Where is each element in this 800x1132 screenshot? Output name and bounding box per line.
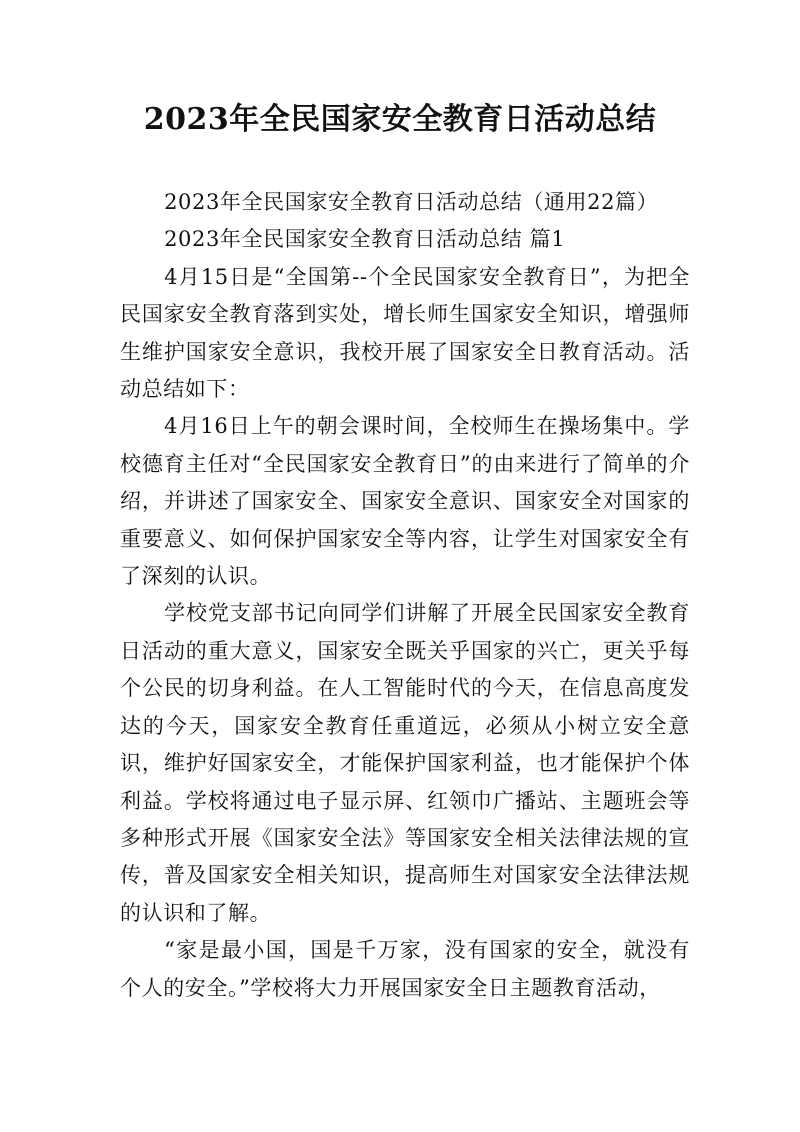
body-paragraph: 学校党支部书记向同学们讲解了开展全民国家安全教育日活动的重大意义，国家安全既关乎国家的兴亡，更关乎每个公民的切身利益。在人工智能时代的今天，在信息高度发达的今天，国家安全教育任重道远，必须从小树立安全意识，维护好国家安全，才能保护国家利益，也才能保护个体利益。学校将通过电子显示屏、红领巾广播站、主题班会等多种形式开展《国家安全法》等国家安全相关法律法规的宣传，普及国家安全相关知识，提高师生对国家安全法律法规的认识和了解。 bbox=[120, 601, 690, 925]
section-heading: 2023年全民国家安全教育日活动总结 篇1 bbox=[164, 227, 566, 252]
body-paragraph: 4月16日上午的朝会课时间，全校师生在操场集中。学校德育主任对“全民国家安全教育日”的由来进行了简单的介绍，并讲述了国家安全、国家安全意识、国家安全对国家的重要意义、如何保护国家安全等内容，让学生对国家安全有了深刻的认识。 bbox=[120, 414, 690, 589]
body-paragraph: “家是最小国，国是千万家，没有国家的安全，就没有个人的安全。”学校将大力开展国家安全日主题教育活动， bbox=[120, 938, 690, 1000]
document-body bbox=[120, 184, 690, 1007]
body-paragraph: 4月15日是“全国第--个全民国家安全教育日”，为把全民国家安全教育落到实处，增长师生国家安全知识，增强师生维护国家安全意识，我校开展了国家安全日教育活动。活动总结如下： bbox=[120, 264, 690, 402]
document-title: 2023年全民国家安全教育日活动总结 bbox=[143, 102, 657, 137]
subtitle-paragraph: 2023年全民国家安全教育日活动总结（通用22篇） bbox=[164, 190, 659, 214]
